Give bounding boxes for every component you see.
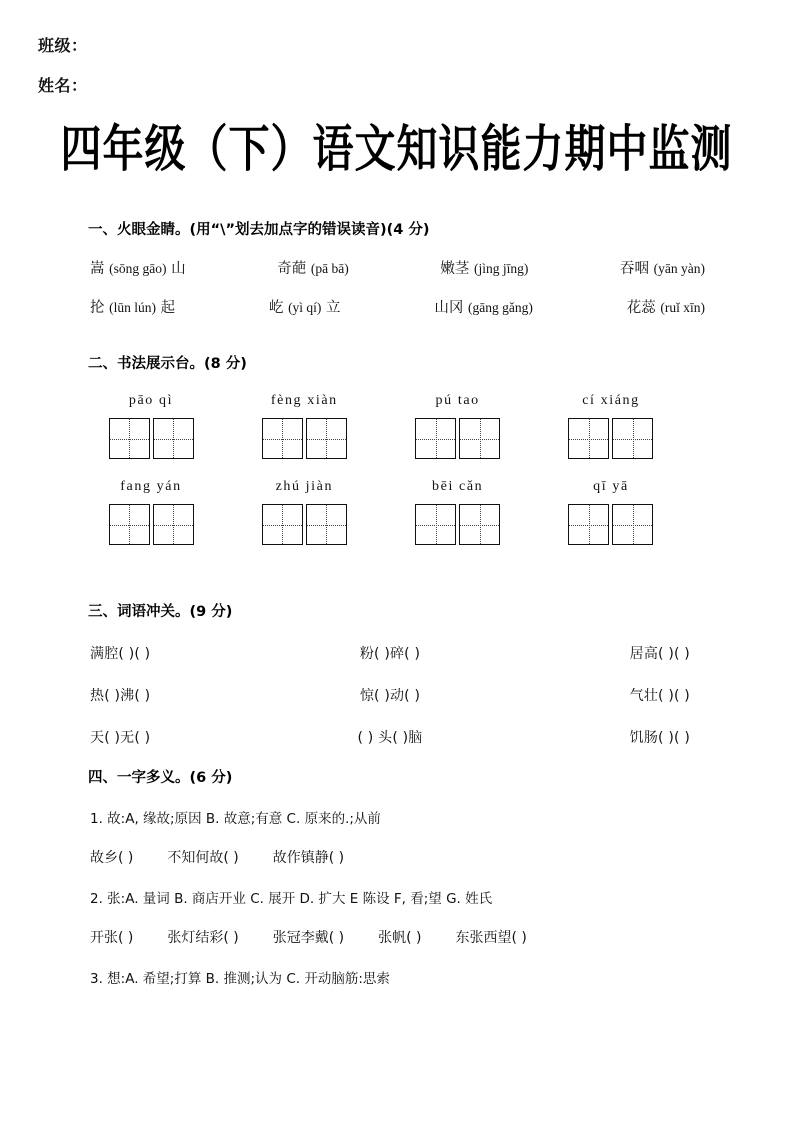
- word-tail-text: 起: [160, 300, 176, 316]
- section-two: [0, 352, 793, 545]
- calligraphy-row: [96, 393, 666, 459]
- pinyin-choice-item: [627, 296, 705, 317]
- pinyin-text: (yān yàn): [653, 261, 705, 276]
- idiom-row: [90, 685, 690, 705]
- polysemy-blank-item[interactable]: 不知何故( ): [167, 850, 239, 866]
- calligraphy-group: [556, 479, 666, 545]
- polysemy-blank-item[interactable]: 故作镇静( ): [272, 850, 345, 866]
- calligraphy-pinyin: cí xiáng: [582, 393, 640, 408]
- calligraphy-group: [556, 393, 666, 459]
- box-pair: [568, 418, 653, 459]
- pinyin-text: (lūn lún): [109, 300, 156, 315]
- word-tail-text: 山: [171, 261, 186, 277]
- polysemy-blank-item[interactable]: 故乡( ): [90, 850, 134, 866]
- idiom-blank-item[interactable]: 天( )无( ): [90, 730, 151, 746]
- calligraphy-pinyin: fèng xiàn: [270, 393, 338, 408]
- calligraphy-group: [96, 479, 206, 545]
- box-pair: [415, 418, 500, 459]
- polysemy-answer-row: [90, 927, 690, 947]
- writing-box[interactable]: [612, 418, 653, 459]
- writing-box[interactable]: [568, 504, 609, 545]
- polysemy-prompt: 3. 想:A. 希望;打算 B. 推测;认为 C. 开动脑筋:思索: [90, 971, 390, 987]
- polysemy-answer-row: [90, 847, 690, 867]
- calligraphy-pinyin: zhú jiàn: [275, 479, 334, 494]
- pinyin-text: (ruǐ xīn): [660, 300, 705, 315]
- word-text: 嫩茎: [440, 261, 470, 277]
- pinyin-text: (sōng gāo): [109, 261, 167, 276]
- pinyin-text: (gāng gǎng): [468, 300, 533, 315]
- calligraphy-pinyin: pú tao: [435, 393, 480, 408]
- writing-box[interactable]: [153, 418, 194, 459]
- box-pair: [262, 418, 347, 459]
- writing-box[interactable]: [109, 504, 150, 545]
- pinyin-choice-item: [434, 296, 532, 317]
- section-four-heading: 四、一字多义。(6 分): [88, 770, 233, 786]
- pinyin-text: (pā bā): [310, 261, 349, 276]
- polysemy-blank-item[interactable]: 张冠李戴( ): [272, 930, 345, 946]
- calligraphy-group: [403, 479, 513, 545]
- section-one: [0, 218, 793, 317]
- box-pair: [262, 504, 347, 545]
- polysemy-blank-item[interactable]: 东张西望( ): [455, 930, 527, 946]
- section-four: [0, 766, 793, 987]
- word-text: 山冈: [434, 300, 464, 316]
- idiom-row: [90, 727, 690, 747]
- writing-box[interactable]: [612, 504, 653, 545]
- section-three: [0, 600, 793, 747]
- idiom-blank-item[interactable]: 居高( )( ): [629, 646, 690, 662]
- word-text: 吞咽: [620, 261, 650, 277]
- section-two-heading: 二、书法展示台。(8 分): [88, 356, 247, 372]
- box-pair: [568, 504, 653, 545]
- section-one-row: [90, 296, 705, 317]
- idiom-blank-item[interactable]: ( ) 头( )脑: [357, 730, 423, 746]
- idiom-blank-item[interactable]: 饥肠( )( ): [629, 730, 690, 746]
- name-field-label: 姓名：: [38, 76, 88, 95]
- calligraphy-pinyin: bēi cǎn: [432, 479, 484, 494]
- word-text: 嵩: [90, 261, 105, 277]
- idiom-blank-item[interactable]: 气壮( )( ): [629, 688, 690, 704]
- idiom-row: [90, 643, 690, 663]
- writing-box[interactable]: [568, 418, 609, 459]
- word-tail-text: 立: [326, 300, 341, 316]
- writing-box[interactable]: [459, 504, 500, 545]
- idiom-blank-item[interactable]: 热( )沸( ): [90, 688, 151, 704]
- section-one-heading: 一、火眼金睛。(用“\”划去加点字的错误读音)(4 分): [88, 222, 430, 238]
- word-text: 屹: [268, 300, 284, 316]
- writing-box[interactable]: [415, 504, 456, 545]
- idiom-blank-item[interactable]: 满腔( )( ): [90, 646, 151, 662]
- writing-box[interactable]: [109, 418, 150, 459]
- pinyin-text: (yì qí): [288, 300, 322, 315]
- word-text: 花蕊: [626, 300, 656, 316]
- polysemy-prompt: 1. 故:A, 缘故;原因 B. 故意;有意 C. 原来的.;从前: [90, 811, 381, 827]
- word-text: 奇葩: [277, 261, 307, 277]
- word-text: 抡: [90, 300, 105, 316]
- box-pair: [109, 418, 194, 459]
- section-three-heading: 三、词语冲关。(9 分): [88, 604, 233, 620]
- polysemy-blank-item[interactable]: 张帆( ): [378, 930, 422, 946]
- idiom-blank-item[interactable]: 惊( )动( ): [359, 688, 421, 704]
- pinyin-text: (jìng jīng): [473, 261, 529, 276]
- calligraphy-group: [403, 393, 513, 459]
- calligraphy-pinyin: pāo qì: [128, 393, 174, 408]
- section-one-row: [90, 257, 705, 278]
- page-title: 四年级（下）语文知识能力期中监测: [60, 119, 733, 179]
- pinyin-choice-item: [90, 296, 175, 317]
- writing-box[interactable]: [153, 504, 194, 545]
- polysemy-prompt: 2. 张:A. 量词 B. 商店开业 C. 展开 D. 扩大 E 陈设 F, 看;望 G. 姓氏: [90, 891, 493, 907]
- box-pair: [415, 504, 500, 545]
- polysemy-blank-item[interactable]: 张灯结彩( ): [167, 930, 239, 946]
- calligraphy-pinyin: fang yán: [120, 479, 182, 494]
- polysemy-blank-item[interactable]: 开张( ): [90, 930, 134, 946]
- writing-box[interactable]: [262, 418, 303, 459]
- pinyin-choice-item: [277, 257, 348, 278]
- idiom-blank-item[interactable]: 粉( )碎( ): [359, 646, 421, 662]
- writing-box[interactable]: [415, 418, 456, 459]
- calligraphy-group: [249, 393, 359, 459]
- pinyin-choice-item: [620, 257, 705, 278]
- box-pair: [109, 504, 194, 545]
- calligraphy-row: [96, 479, 666, 545]
- pinyin-choice-item: [90, 257, 186, 278]
- writing-box[interactable]: [262, 504, 303, 545]
- class-field-label: 班级：: [38, 36, 88, 55]
- writing-box[interactable]: [459, 418, 500, 459]
- writing-box[interactable]: [306, 418, 347, 459]
- calligraphy-group: [96, 393, 206, 459]
- pinyin-choice-item: [269, 296, 341, 317]
- calligraphy-group: [249, 479, 359, 545]
- writing-box[interactable]: [306, 504, 347, 545]
- pinyin-choice-item: [440, 257, 528, 278]
- calligraphy-pinyin: qī yā: [593, 479, 629, 494]
